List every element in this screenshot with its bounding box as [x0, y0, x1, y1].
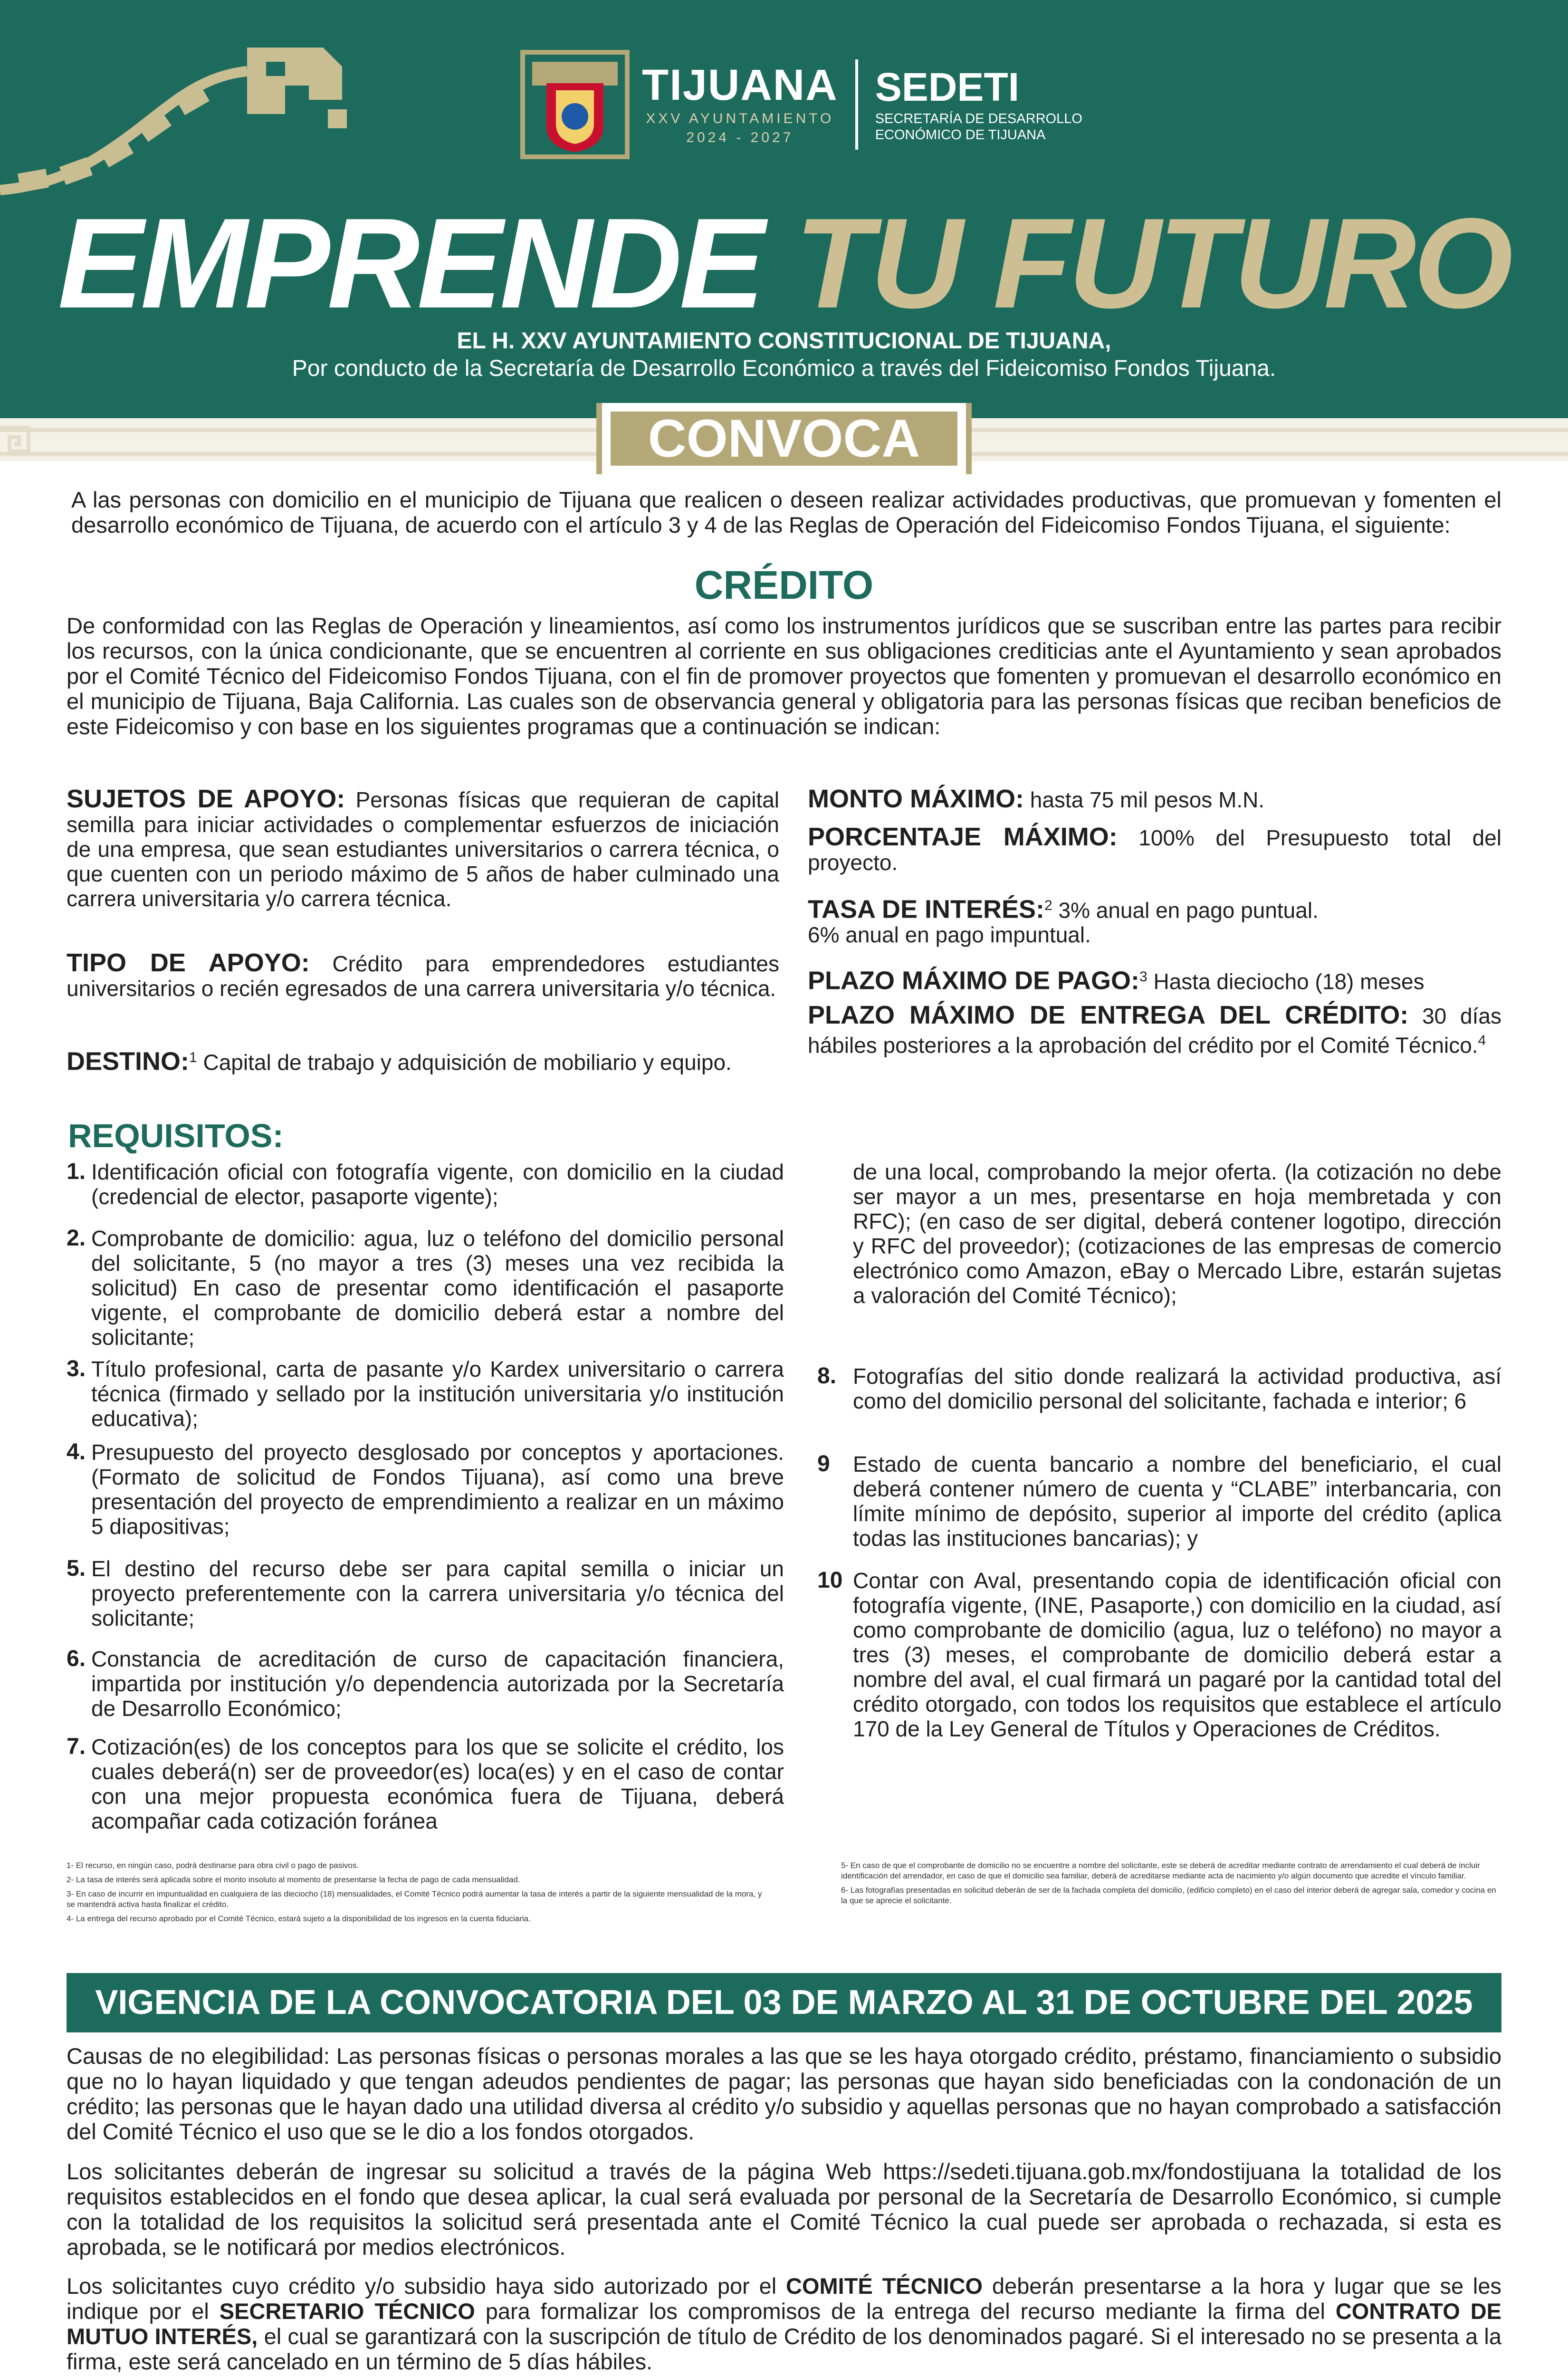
requisito-text: Fotografías del sitio donde realizará la actividad productiva, así como del domicilio personal del solicitante, fachada e interior; 6	[853, 1364, 1501, 1413]
requisito-number: 5.	[67, 1556, 86, 1581]
requisito-item	[67, 1159, 784, 1209]
logo-group	[520, 50, 1082, 159]
solicitantes-paragraph: Los solicitantes deberán de ingresar su solicitud a través de la página Web https://sedeti.tijuana.gob.mx/fondostijuana la totalidad de los requisitos establecidos en el fondo que desea aplicar, la cual será evaluada por personal de la Secretaría de Desarrollo Económico, si cumple con la totalidad de los requisitos la solicitud será presentada ante el Comité Técnico la cual puede ser aprobada o rechazada, si esta es aprobada, se le notificará por medios electrónicos.	[67, 2159, 1501, 2260]
plazo-pago-footnote-ref: 3	[1139, 969, 1147, 985]
requisito-text: El destino del recurso debe ser para capital semilla o iniciar un proyecto preferentemente con la carrera universitaria y/o técnica del solicitante;	[91, 1556, 784, 1630]
requisito-text: Título profesional, carta de pasante y/o Kardex universitario o carrera técnica (firmado y sellado por la institución universitaria y/o institución educativa);	[91, 1357, 784, 1431]
sujetos-text: Personas físicas que requieran de capital semilla para iniciar actividades o complementar esfuerzos de iniciación de una empresa, que sean estudiantes universitarios o carrera técnica, o que cuenten con un periodo máximo de 5 años de haber culminado una carrera universitaria y/o carrera técnica.	[67, 787, 779, 911]
tasa-text-2: 6% anual en pago impuntual.	[808, 922, 1091, 948]
tijuana-shield-logo-icon	[520, 50, 630, 159]
requisito-item	[817, 1452, 1501, 1551]
requisito-text: Estado de cuenta bancario a nombre del beneficiario, el cual deberá contener número de cuenta y “CLABE” interbancaria, con límite mínimo de depósito, superior al importe del crédito (aplica todas las instituciones bancarias); y	[853, 1452, 1501, 1551]
destino-text: Capital de trabajo y adquisición de mobiliario y equipo.	[203, 1050, 732, 1075]
sedeti-subtitle-2: ECONÓMICO DE TIJUANA	[875, 127, 1046, 143]
requisito-number: 6.	[67, 1646, 86, 1671]
porcentaje-block	[808, 824, 1501, 875]
ayuntamiento-subtitle: EL H. XXV AYUNTAMIENTO CONSTITUCIONAL DE TIJUANA,	[457, 328, 1111, 354]
text-span: el cual se garantizará con la suscripción de título de Crédito de los denominados pagaré. Si el interesado no se presenta a la firma, este será cancelado en un término de 5 días hábiles.	[67, 2324, 1501, 2374]
requisito-item	[67, 1226, 784, 1350]
requisito-item	[67, 1556, 784, 1630]
requisito-item	[67, 1734, 784, 1833]
footnote: 6- Las fotografías presentadas en solicitud deberán de ser de la fachada completa del domicilio, (edificio completo) en el caso del interior deberá de agregar sala, comedor y cocina en la que se aprecie el solicitante.	[841, 1886, 1496, 1905]
secretaria-subtitle: Por conducto de la Secretaría de Desarrollo Económico a través del Fideicomiso Fondos Tijuana.	[292, 356, 1276, 381]
requisito-number: 1.	[67, 1159, 86, 1184]
sedeti-wordmark	[875, 66, 1082, 143]
monto-block	[808, 786, 1501, 812]
tasa-text-1: 3% anual en pago puntual.	[1058, 898, 1319, 923]
text-span: deberán presentarse a la hora y lugar que se les indique por el	[67, 2273, 1501, 2324]
footnotes-right	[841, 1860, 1501, 1906]
intro-paragraph: A las personas con domicilio en el municipio de Tijuana que realicen o deseen realizar actividades productivas, que promuevan y fomenten el desarrollo económico de Tijuana, de acuerdo con el artículo 3 y 4 de las Reglas de Operación del Fideicomiso Fondos Tijuana, el siguiente:	[71, 487, 1501, 537]
credito-title: CRÉDITO	[694, 563, 874, 607]
destino-label: DESTINO:	[67, 1047, 190, 1076]
ayuntamiento-years: 2024 - 2027	[686, 130, 794, 145]
requisito-item	[817, 1364, 1501, 1413]
secretario-tecnico-emphasis: SECRETARIO TÉCNICO	[219, 2299, 475, 2324]
ayuntamiento-label: XXV AYUNTAMIENTO	[646, 111, 834, 126]
convoca-label: CONVOCA	[611, 412, 957, 466]
headline-tu-futuro: TU FUTURO	[794, 192, 1511, 335]
porcentaje-text: 100% del Presupuesto total del proyecto.	[808, 825, 1501, 875]
tipo-block	[67, 950, 779, 1001]
requisito-text: Constancia de acreditación de curso de capacitación financiera, impartida por institución y/o dependencia autorizada por la Secretaría de Desarrollo Económico;	[91, 1647, 784, 1721]
headline	[0, 192, 1568, 335]
footnotes-left	[67, 1860, 765, 1924]
vigencia-banner: VIGENCIA DE LA CONVOCATORIA DEL 03 DE MARZO AL 31 DE OCTUBRE DEL 2025	[67, 1973, 1501, 2032]
plazo-pago-text: Hasta dieciocho (18) meses	[1153, 969, 1425, 994]
comite-tecnico-emphasis: COMITÉ TÉCNICO	[786, 2273, 983, 2299]
logo-divider	[855, 59, 858, 150]
footnote: 2- La tasa de interés será aplicada sobre el monto insoluto al momento de presentarse la fecha de pago de cada mensualidad.	[67, 1875, 520, 1884]
destino-footnote-ref: 1	[189, 1050, 197, 1065]
requisito-text: Comprobante de domicilio: agua, luz o teléfono del domicilio personal del solicitante, 5 (no mayor a tres (3) meses una vez recibida la solicitud) En caso de presentar como identificación el pasaporte vigente, el comprobante de domicilio deberá estar a nombre del solicitante;	[91, 1226, 784, 1350]
requisito-7-continuation: de una local, comprobando la mejor oferta. (la cotización no debe ser mayor a un mes, presentarse en hoja membretada y con RFC); (en caso de ser digital, deberá contener logotipo, dirección y RFC del proveedor); (cotizaciones de las empresas de comercio electrónico como Amazon, eBay o Mercado Libre, estarán sujetas a valoración del Comité Técnico);	[853, 1159, 1501, 1308]
requisito-text: Cotización(es) de los conceptos para los que se solicite el crédito, los cuales deberá(n) ser de proveedor(es) loca(es) y en el caso de contar con una mejor propuesta económica fuera de Tijuana, deberá acompañar cada cotización foránea	[91, 1734, 784, 1833]
headline-emprende: EMPRENDE	[57, 192, 762, 335]
destino-block	[67, 1045, 779, 1074]
tasa-label: TASA DE INTERÉS:	[808, 895, 1045, 924]
text-span: para formalizar los compromisos de la entrega del recurso mediante la firma del	[485, 2299, 1325, 2324]
requisito-number: 4.	[67, 1439, 86, 1465]
sujetos-block	[67, 786, 779, 911]
footnote: 1- El recurso, en ningún caso, podrá destinarse para obra civil o pago de pasivos.	[67, 1861, 359, 1870]
header-banner	[0, 0, 1568, 418]
sedeti-title: SEDETI	[875, 65, 1020, 109]
plazo-pago-label: PLAZO MÁXIMO DE PAGO:	[808, 966, 1139, 995]
autorizado-paragraph	[67, 2273, 1501, 2374]
tasa-block	[808, 893, 1501, 947]
plazo-entrega-footnote-ref: 4	[1478, 1033, 1486, 1048]
footnote: 3- En caso de incurrir en impuntualidad en cualquiera de las dieciocho (18) mensualidades, el Comité Técnico podrá aumentar la tasa de interés a partir de la siguiente mensualidad de la mora, y se mantendrá activa hasta finalizar el crédito.	[67, 1889, 762, 1909]
serpent-ornament-icon	[0, 19, 361, 219]
porcentaje-label: PORCENTAJE MÁXIMO:	[808, 823, 1118, 851]
requisito-item	[67, 1440, 784, 1539]
plazo-entrega-label: PLAZO MÁXIMO DE ENTREGA DEL CRÉDITO:	[808, 1001, 1409, 1029]
monto-text: hasta 75 mil pesos M.N.	[1030, 787, 1265, 812]
tijuana-wordmark	[642, 63, 838, 146]
requisito-item	[817, 1568, 1501, 1741]
requisito-number: 2.	[67, 1226, 86, 1251]
requisito-number: 9	[817, 1451, 830, 1476]
footnote: 5- En caso de que el comprobante de domicilio no se encuentre a nombre del solicitante, este se deberá de acreditar mediante contrato de arrendamiento el cual deberá de incluir identificación del arrendador, en caso de que el domicilio sea familiar, deberá de acreditarse mediante acta de nacimiento y/o algún documento que acredite el vínculo familiar.	[841, 1861, 1480, 1880]
requisito-item	[67, 1357, 784, 1431]
tasa-footnote-ref: 2	[1044, 898, 1052, 913]
credito-paragraph: De conformidad con las Reglas de Operación y lineamientos, así como los instrumentos jurídicos que se suscriban entre las partes para recibir los recursos, con la única condicionante, que se encuentren al corriente en sus obligaciones crediticias ante el Ayuntamiento y sean aprobados por el Comité Técnico del Fideicomiso Fondos Tijuana, con el fin de promover proyectos que fomenten y promuevan el desarrollo económico en el municipio de Tijuana, Baja California. Las cuales son de observancia general y obligatoria para las personas físicas que reciban beneficios de este Fideicomiso y con base en los siguientes programas que a continuación se indican:	[67, 613, 1501, 739]
convoca-banner	[596, 403, 972, 474]
requisito-number: 10	[817, 1568, 843, 1593]
sedeti-subtitle-1: SECRETARÍA DE DESARROLLO	[875, 111, 1082, 126]
requisito-number: 3.	[67, 1356, 86, 1381]
plazo-entrega-text: 30 días hábiles posteriores a la aprobación del crédito por el Comité Técnico.	[808, 1004, 1502, 1058]
tipo-label: TIPO DE APOYO:	[67, 948, 310, 977]
causas-paragraph: Causas de no elegibilidad: Las personas físicas o personas morales a las que se les haya otorgado crédito, préstamo, financiamiento o subsidio que no lo hayan liquidado y que tengan adeudos pendientes de pagar; las personas que hayan sido beneficiadas con la condonación de un crédito; las personas que le hayan dado una utilidad diversa al crédito y/o subsidio y aquellas personas que no hayan comprobado a satisfacción del Comité Técnico el uso que se le dio a los fondos otorgados.	[67, 2043, 1501, 2144]
monto-label: MONTO MÁXIMO:	[808, 785, 1024, 813]
sujetos-label: SUJETOS DE APOYO:	[67, 785, 345, 813]
plazo-entrega-block	[808, 1003, 1501, 1057]
requisito-number: 7.	[67, 1734, 86, 1759]
contrato-emphasis: CONTRATO DE MUTUO INTERÉS,	[67, 2299, 1501, 2349]
requisito-item	[67, 1647, 784, 1721]
requisito-text: Contar con Aval, presentando copia de identificación oficial con fotografía vigente, (INE, Pasaporte,) con domicilio en la ciudad, así como comprobante de domicilio (agua, luz o teléfono) no mayor a tres (3) meses, el comprobante de domicilio deberá estar a nombre del aval, el cual firmará un pagaré por la cantidad total del crédito otorgado, con todos los requisitos que establece el artículo 170 de la Ley General de Títulos y Operaciones de Créditos.	[853, 1568, 1501, 1741]
requisitos-title: REQUISITOS:	[68, 1117, 284, 1154]
footnote: 4- La entrega del recurso aprobado por el Comité Técnico, estará sujeto a la disponibilidad de los ingresos en la cuenta fiduciaria.	[67, 1914, 531, 1923]
plazo-pago-block	[808, 965, 1501, 994]
requisito-number: 8.	[817, 1363, 837, 1389]
requisito-text: Presupuesto del proyecto desglosado por conceptos y aportaciones. (Formato de solicitud de Fondos Tijuana), así como una breve presentación del proyecto de emprendimiento a realizar en un máximo 5 diapositivas;	[91, 1440, 784, 1539]
text-span: Los solicitantes cuyo crédito y/o subsidio haya sido autorizado por el	[67, 2273, 777, 2299]
tijuana-title: TIJUANA	[642, 61, 838, 109]
tipo-text: Crédito para emprendedores estudiantes universitarios o recién egresados de una carrera universitaria y/o técnica.	[67, 951, 780, 1001]
requisito-text: Identificación oficial con fotografía vigente, con domicilio en la ciudad (credencial de elector, pasaporte vigente);	[91, 1159, 784, 1209]
